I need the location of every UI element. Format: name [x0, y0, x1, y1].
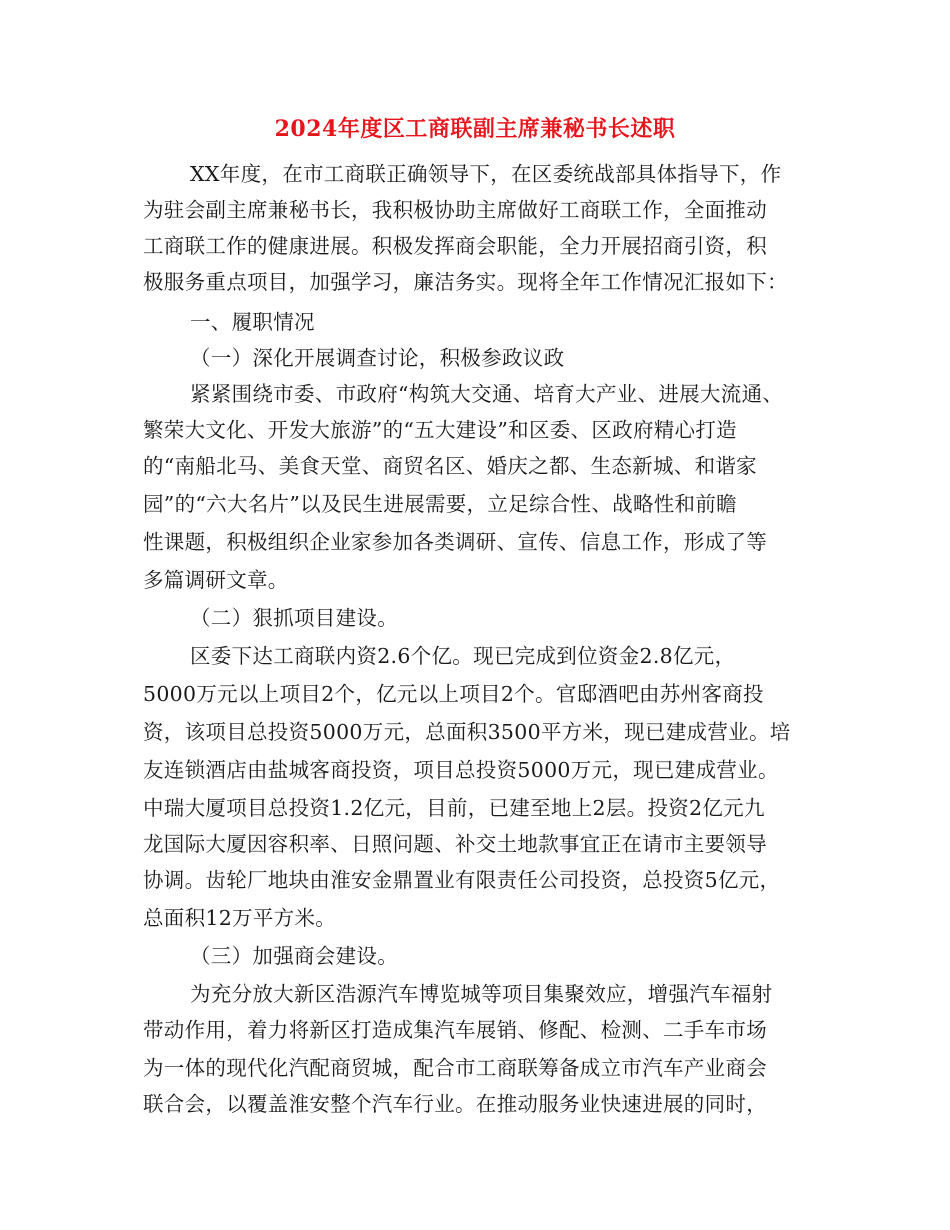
paragraph-line: 带动作用，着力将新区打造成集汽车展销、修配、检测、二手车市场 [143, 1018, 767, 1042]
paragraph-line: 繁荣大文化、开发大旅游”的“五大建设”和区委、区政府精心打造 [143, 418, 737, 442]
paragraph-line: 紧紧围绕市委、市政府“构筑大交通、培育大产业、进展大流通、 [190, 382, 784, 406]
paragraph-line: 为驻会副主席兼秘书长，我积极协助主席做好工商联工作，全面推动 [143, 198, 767, 222]
paragraph-line: 协调。齿轮厂地块由淮安金鼎置业有限责任公司投资，总投资5亿元， [143, 868, 781, 892]
paragraph-line: 5000万元以上项目2个，亿元以上项目2个。官邸酒吧由苏州客商投 [143, 682, 764, 706]
paragraph-line: 为充分放大新区浩源汽车博览城等项目集聚效应，增强汽车福射 [190, 982, 773, 1006]
section-heading: 一、履职情况 [190, 310, 315, 334]
paragraph-line: 多篇调研文章。 [143, 568, 289, 592]
paragraph-line: 性课题，积极组织企业家参加各类调研、宣传、信息工作，形成了等 [143, 530, 767, 554]
paragraph-line: 中瑞大厦项目总投资1.2亿元，目前，已建至地上2层。投资2亿元九 [143, 796, 765, 820]
document-title: 2024年度区工商联副主席兼秘书长述职 [274, 116, 676, 142]
paragraph-line: 园”的“六大名片”以及民生进展需要，立足综合性、战略性和前瞻 [143, 492, 737, 516]
subsection-heading: （三）加强商会建设。 [190, 944, 398, 968]
paragraph-line: 联合会，以覆盖淮安整个汽车行业。在推动服务业快速进展的同时， [143, 1092, 767, 1116]
paragraph-line: 极服务重点项目，加强学习，廉洁务实。现将全年工作情况汇报如下： [143, 270, 788, 294]
paragraph-line: 区委下达工商联内资2.6个亿。现已完成到位资金2.8亿元， [190, 644, 736, 668]
subsection-heading: （一）深化开展调查讨论，积极参政议政 [190, 346, 565, 370]
paragraph-line: 友连锁酒店由盐城客商投资，项目总投资5000万元，现已建成营业。 [143, 758, 779, 782]
paragraph-line: 工商联工作的健康进展。积极发挥商会职能，全力开展招商引资，积 [143, 234, 767, 258]
paragraph-line: 资，该项目总投资5000万元，总面积3500平方米，现已建成营业。培 [143, 720, 791, 744]
paragraph-line: 为一体的现代化汽配商贸城，配合市工商联筹备成立市汽车产业商会 [143, 1056, 767, 1080]
paragraph-line: XX年度，在市工商联正确领导下，在区委统战部具体指导下，作 [190, 162, 782, 186]
subsection-heading: （二）狠抓项目建设。 [190, 606, 398, 630]
paragraph-line: 总面积12万平方米。 [143, 906, 337, 930]
paragraph-line: 龙国际大厦因容积率、日照问题、补交土地款事宜正在请市主要领导 [143, 832, 767, 856]
paragraph-line: 的“南船北马、美食天堂、商贸名区、婚庆之都、生态新城、和谐家 [143, 454, 757, 478]
